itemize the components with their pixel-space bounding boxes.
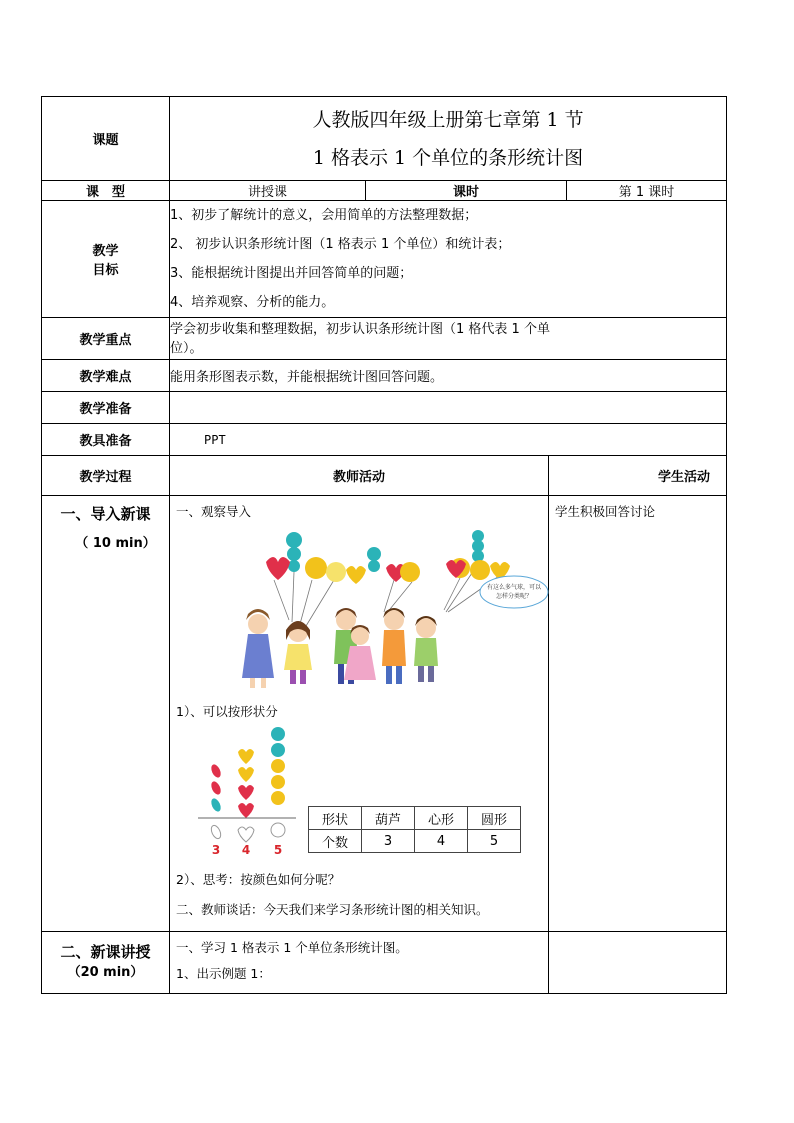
children-group bbox=[242, 608, 438, 688]
section-2-teacher bbox=[170, 932, 549, 994]
shape-table-cell: 葫芦 bbox=[362, 807, 415, 830]
count-heart: 4 bbox=[241, 843, 251, 857]
heart-column bbox=[238, 749, 254, 842]
section-2-label bbox=[42, 932, 170, 994]
course-type-label: 课 型 bbox=[42, 181, 170, 201]
count-gourd: 3 bbox=[211, 843, 221, 857]
round-column bbox=[271, 727, 285, 837]
objective-item: 3、能根据统计图提出并回答简单的问题； bbox=[170, 266, 413, 281]
objectives-content bbox=[170, 201, 727, 318]
period-label: 课时 bbox=[366, 181, 567, 201]
title-line-1: 人教版四年级上册第七章第 1 节 bbox=[312, 108, 584, 131]
objective-item: 2、 初步认识条形统计图（1 格表示 1 个单位）和统计表； bbox=[170, 237, 511, 252]
process-header-row bbox=[42, 456, 727, 496]
section-2-student bbox=[549, 932, 727, 994]
difficulties-content: 能用条形图表示数，并能根据统计图回答问题。 bbox=[170, 360, 727, 392]
title-row bbox=[42, 97, 727, 181]
color-line: 2）、思考：按颜色如何分呢？ bbox=[176, 872, 341, 887]
preparation-content bbox=[170, 392, 727, 424]
objectives-label-line-2: 目标 bbox=[92, 263, 119, 278]
section-1-student: 学生积极回答讨论 bbox=[549, 496, 727, 932]
gourd-column bbox=[209, 763, 222, 840]
process-col-2: 教师活动 bbox=[170, 456, 549, 496]
section-2-row bbox=[42, 932, 727, 994]
observe-line: 一、观察导入 bbox=[176, 504, 252, 519]
objective-item: 1、初步了解统计的意义，会用简单的方法整理数据； bbox=[170, 208, 478, 223]
key-points-line-1: 学会初步收集和整理数据，初步认识条形统计图（1 格代表 1 个单 bbox=[170, 321, 550, 337]
svg-text:有这么多气球，可以: 有这么多气球，可以 bbox=[486, 584, 542, 591]
shape-table-cell: 4 bbox=[415, 830, 468, 853]
section-1-title: 一、导入新课 bbox=[60, 505, 151, 523]
title-line-2: 1 格表示 1 个单位的条形统计图 bbox=[312, 146, 584, 169]
count-round: 5 bbox=[273, 843, 283, 857]
tools-content: PPT bbox=[170, 424, 727, 456]
section-2-time: （20 min） bbox=[67, 965, 144, 980]
topic-label: 课题 bbox=[42, 97, 170, 181]
balloon-cluster-left bbox=[266, 532, 366, 584]
section-2-line-1: 一、学习 1 格表示 1 个单位条形统计图。 bbox=[176, 940, 408, 955]
children-balloons-illustration bbox=[234, 532, 542, 692]
process-col-3: 学生活动 bbox=[549, 456, 727, 496]
objective-item: 4、培养观察、分析的能力。 bbox=[170, 295, 335, 310]
tools-row bbox=[42, 424, 727, 456]
shape-table-cell: 心形 bbox=[415, 807, 468, 830]
title-cell bbox=[170, 97, 727, 181]
period-value: 第 1 课时 bbox=[567, 181, 727, 201]
shape-line: 1）、可以按形状分 bbox=[176, 704, 278, 719]
shape-table-cell: 圆形 bbox=[468, 807, 521, 830]
preparation-label: 教学准备 bbox=[42, 392, 170, 424]
objectives-row bbox=[42, 201, 727, 318]
course-type-row bbox=[42, 181, 727, 201]
lesson-plan-table bbox=[41, 96, 727, 994]
difficulties-row bbox=[42, 360, 727, 392]
section-1-label bbox=[42, 496, 170, 932]
shape-table-cell: 形状 bbox=[309, 807, 362, 830]
difficulties-label: 教学难点 bbox=[42, 360, 170, 392]
section-2-title: 二、新课讲授 bbox=[60, 943, 151, 961]
balloon-columns-illustration bbox=[196, 726, 306, 862]
key-points-label: 教学重点 bbox=[42, 318, 170, 360]
preparation-row bbox=[42, 392, 727, 424]
key-points-content bbox=[170, 318, 727, 360]
tools-label: 教具准备 bbox=[42, 424, 170, 456]
shape-table-row bbox=[309, 830, 521, 853]
shape-classification bbox=[176, 726, 548, 862]
balloon-cluster-middle bbox=[367, 547, 420, 582]
objectives-label-line-1: 教学 bbox=[92, 244, 119, 259]
section-2-line-2: 1、出示例题 1： bbox=[176, 966, 271, 981]
course-type-value: 讲授课 bbox=[170, 181, 366, 201]
talk-line: 二、教师谈话：今天我们来学习条形统计图的相关知识。 bbox=[176, 902, 489, 917]
speech-bubble bbox=[480, 576, 548, 608]
objectives-label bbox=[42, 201, 170, 318]
section-1-time: （ 10 min） bbox=[75, 536, 156, 551]
process-col-1: 教学过程 bbox=[42, 456, 170, 496]
shape-table-cell: 3 bbox=[362, 830, 415, 853]
shape-table-header bbox=[309, 807, 521, 830]
section-1-row bbox=[42, 496, 727, 932]
shape-count-table bbox=[308, 806, 521, 853]
shape-table-cell: 个数 bbox=[309, 830, 362, 853]
key-points-line-2: 位）。 bbox=[170, 340, 203, 356]
svg-text:怎样分类呢？: 怎样分类呢？ bbox=[495, 593, 533, 600]
section-1-teacher bbox=[170, 496, 549, 932]
balloon-cluster-right bbox=[446, 530, 510, 580]
key-points-row bbox=[42, 318, 727, 360]
shape-table-cell: 5 bbox=[468, 830, 521, 853]
